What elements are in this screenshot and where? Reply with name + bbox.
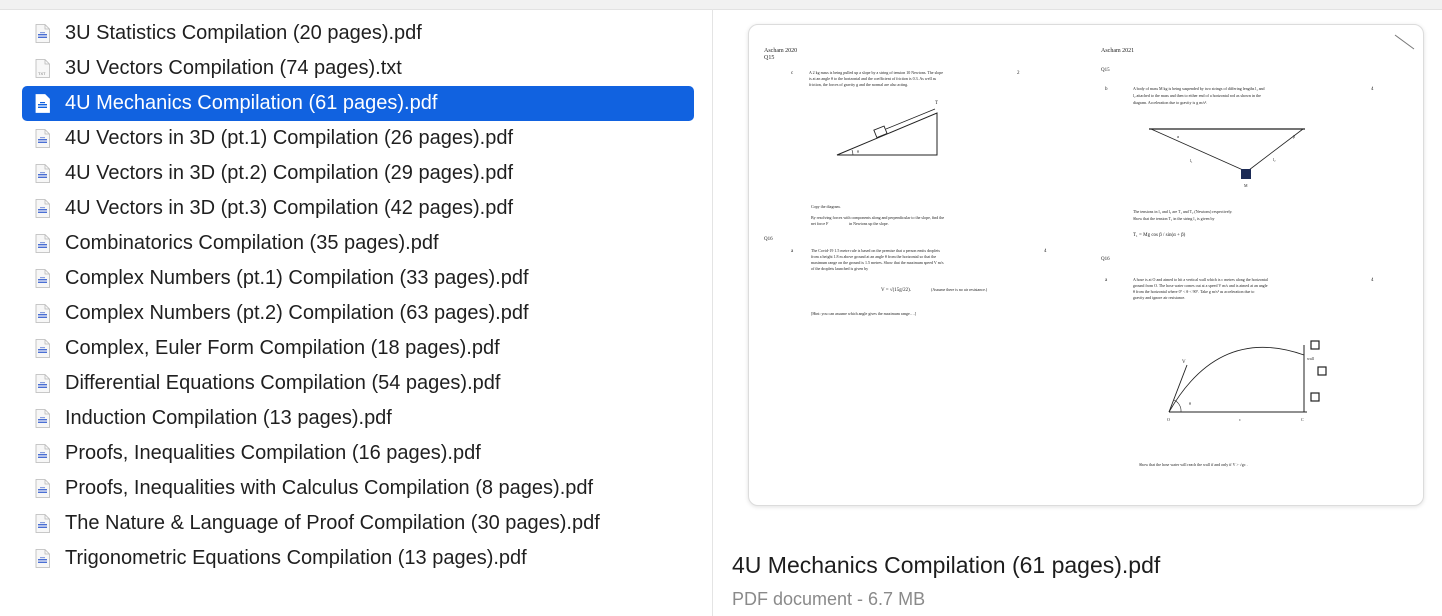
- right-b-label: b: [1105, 87, 1108, 92]
- right-l1: l₁: [1190, 158, 1193, 163]
- file-list: [0, 16, 712, 576]
- pdf-file-icon: [35, 234, 50, 253]
- file-row[interactable]: [22, 541, 694, 576]
- right-wall: wall: [1307, 356, 1314, 361]
- pdf-file-icon: [35, 514, 50, 533]
- hose-wall-diagram: [1169, 341, 1326, 412]
- left-a-text-4: of the droplets launched is given by: [811, 266, 869, 271]
- right-M: M: [1244, 183, 1248, 188]
- file-row[interactable]: [22, 226, 694, 261]
- file-row[interactable]: [22, 296, 694, 331]
- file-name-label: 4U Vectors in 3D (pt.1) Compilation (26 pages).pdf: [65, 127, 513, 149]
- preview-file-meta: PDF document - 6.7 MB: [732, 589, 926, 609]
- file-row[interactable]: [22, 401, 694, 436]
- pdf-file-icon: [35, 479, 50, 498]
- file-row[interactable]: [22, 331, 694, 366]
- file-name-label: Complex, Euler Form Compilation (18 pages).pdf: [65, 337, 500, 359]
- file-name-label: Proofs, Inequalities Compilation (16 pages).pdf: [65, 442, 481, 464]
- file-row[interactable]: [22, 471, 694, 506]
- file-row[interactable]: [22, 506, 694, 541]
- right-C: C: [1301, 417, 1304, 422]
- file-name-label: Complex Numbers (pt.2) Compilation (63 pages).pdf: [65, 302, 529, 324]
- right-a-text-3: θ from the horizontal where 0° < θ < 90°. Take g m/s² as acceleration due to: [1133, 289, 1255, 294]
- left-a-text-2: from a height 1.8 m above ground at an angle θ from the horizontal so that the: [811, 254, 937, 259]
- file-name-label: Proofs, Inequalities with Calculus Compilation (8 pages).pdf: [65, 477, 594, 499]
- left-assume: (Assume there is no air resistance.): [931, 287, 988, 292]
- right-a-text-4: gravity and ignore air resistance.: [1133, 295, 1186, 300]
- txt-file-icon: [35, 59, 50, 78]
- file-name-label: 4U Vectors in 3D (pt.3) Compilation (42 pages).pdf: [65, 197, 513, 219]
- file-name-label: 3U Vectors Compilation (74 pages).txt: [65, 57, 402, 79]
- pdf-file-icon: [35, 304, 50, 323]
- left-theta: θ: [857, 149, 859, 154]
- file-row[interactable]: [22, 436, 694, 471]
- suspended-mass-diagram: [1149, 129, 1305, 179]
- right-header: Ascham 2021: [1101, 48, 1135, 54]
- left-resolve-2: net force F: [811, 221, 829, 226]
- pdf-file-icon: [35, 444, 50, 463]
- pdf-preview-thumbnail[interactable]: [748, 24, 1424, 506]
- pdf-file-icon: [35, 129, 50, 148]
- file-name-label: The Nature & Language of Proof Compilation (30 pages).pdf: [65, 512, 600, 534]
- right-theta: θ: [1189, 401, 1191, 406]
- right-q16: Q16: [1101, 257, 1110, 262]
- right-b-text-1: A body of mass M kg is being suspended by two strings of differing lengths l₁ and: [1133, 86, 1265, 91]
- right-O: O: [1167, 417, 1170, 422]
- left-c-marks: 2: [1017, 71, 1020, 76]
- file-name-label: 4U Mechanics Compilation (61 pages).pdf: [65, 92, 438, 114]
- right-V: V: [1182, 360, 1186, 365]
- file-name-label: Induction Compilation (13 pages).pdf: [65, 407, 392, 429]
- right-show: Show that the hose water will reach the wall if and only if V > √gc .: [1139, 462, 1248, 467]
- right-b-text-3: diagram. Acceleration due to gravity is g m/s².: [1133, 100, 1208, 105]
- file-name-label: Combinatorics Compilation (35 pages).pdf: [65, 232, 439, 254]
- pdf-file-icon: [35, 94, 50, 113]
- file-row[interactable]: [22, 366, 694, 401]
- pane-divider[interactable]: [712, 9, 713, 616]
- file-row[interactable]: [22, 261, 694, 296]
- file-name-label: Differential Equations Compilation (54 pages).pdf: [65, 372, 501, 394]
- file-name-label: 3U Statistics Compilation (20 pages).pdf: [65, 22, 422, 44]
- file-row[interactable]: [22, 86, 694, 121]
- file-row[interactable]: [22, 51, 694, 86]
- pdf-file-icon: [35, 269, 50, 288]
- right-beta: β: [1293, 134, 1296, 139]
- left-formula: V = √(15g/22).: [881, 288, 912, 293]
- preview-file-title: 4U Mechanics Compilation (61 pages).pdf: [732, 552, 1161, 578]
- left-c-label: c: [791, 71, 794, 76]
- right-tension-2: Show that the tension T₁ in the string l₁ is given by: [1133, 216, 1215, 221]
- right-b-marks: 4: [1371, 87, 1374, 92]
- right-alpha: α: [1177, 134, 1180, 139]
- file-name-label: Trigonometric Equations Compilation (13 pages).pdf: [65, 547, 527, 569]
- left-T-label: T: [935, 101, 939, 106]
- left-hint: [Hint: you can assume which angle gives the maximum range….]: [811, 311, 917, 316]
- right-c: c: [1239, 417, 1241, 422]
- right-q15: Q15: [1101, 68, 1110, 73]
- left-c-text-1: A 2 kg mass is being pulled up a slope by a string of tension 10 Newtons. The slope: [809, 70, 944, 75]
- pdf-file-icon: [35, 199, 50, 218]
- pdf-file-icon: [35, 24, 50, 43]
- right-a-label: a: [1105, 278, 1108, 283]
- file-name-label: 4U Vectors in 3D (pt.2) Compilation (29 pages).pdf: [65, 162, 513, 184]
- left-header: Ascham 2020: [764, 48, 798, 54]
- pdf-file-icon: [35, 549, 50, 568]
- file-row[interactable]: [22, 121, 694, 156]
- left-c-text-3: friction, the forces of gravity g and the normal are also acting.: [809, 82, 909, 87]
- left-a-label: a: [791, 249, 794, 254]
- page-corner-mark: [1395, 35, 1414, 49]
- slope-diagram: [837, 109, 937, 155]
- preview-pane: [714, 9, 1442, 616]
- svg-text:TXT: TXT: [38, 71, 46, 76]
- file-row[interactable]: [22, 191, 694, 226]
- right-b-text-2: l₂ attached to the mass and then to either end of a horizontal rod as shown in the: [1133, 93, 1261, 98]
- right-a-text-2: ground from O. The hose water comes out at a speed V m/s and is aimed at an angle: [1133, 283, 1268, 288]
- left-q16: Q16: [764, 237, 773, 242]
- left-a-text-3: maximum range on the ground is 1.5 metres. Show that the maximum speed V m/s: [811, 260, 944, 265]
- file-name-label: Complex Numbers (pt.1) Compilation (33 pages).pdf: [65, 267, 529, 289]
- pdf-page-render: [749, 25, 1423, 505]
- left-resolve-3: in Newtons up the slope.: [849, 221, 889, 226]
- right-formula: T₁ = Mg cos β / sin(α + β): [1133, 233, 1186, 238]
- left-a-text-1: The Covid-19 1.5 metre rule is based on the premise that a person emits droplets: [811, 248, 940, 253]
- right-tension-1: The tensions in l₁ and l₂ are T₁ and T₂ (Newtons) respectively.: [1133, 209, 1233, 214]
- left-q15: Q15: [764, 55, 775, 61]
- right-l2: l₂: [1273, 157, 1276, 162]
- file-row[interactable]: [22, 156, 694, 191]
- left-c-text-2: is at an angle θ to the horizontal and the coefficient of friction is 0.3. As well as: [809, 76, 937, 81]
- right-a-marks: 4: [1371, 278, 1374, 283]
- left-copy: Copy the diagram.: [811, 204, 841, 209]
- file-row[interactable]: [22, 16, 694, 51]
- pdf-file-icon: [35, 409, 50, 428]
- left-a-marks: 4: [1044, 249, 1047, 254]
- pdf-file-icon: [35, 374, 50, 393]
- right-a-text-1: A hose is at O and aimed to hit a vertical wall which is c metres along the horizontal: [1133, 277, 1268, 282]
- pdf-file-icon: [35, 339, 50, 358]
- left-resolve-1: By resolving forces with components along and perpendicular to the slope, find the: [811, 215, 945, 220]
- pdf-file-icon: [35, 164, 50, 183]
